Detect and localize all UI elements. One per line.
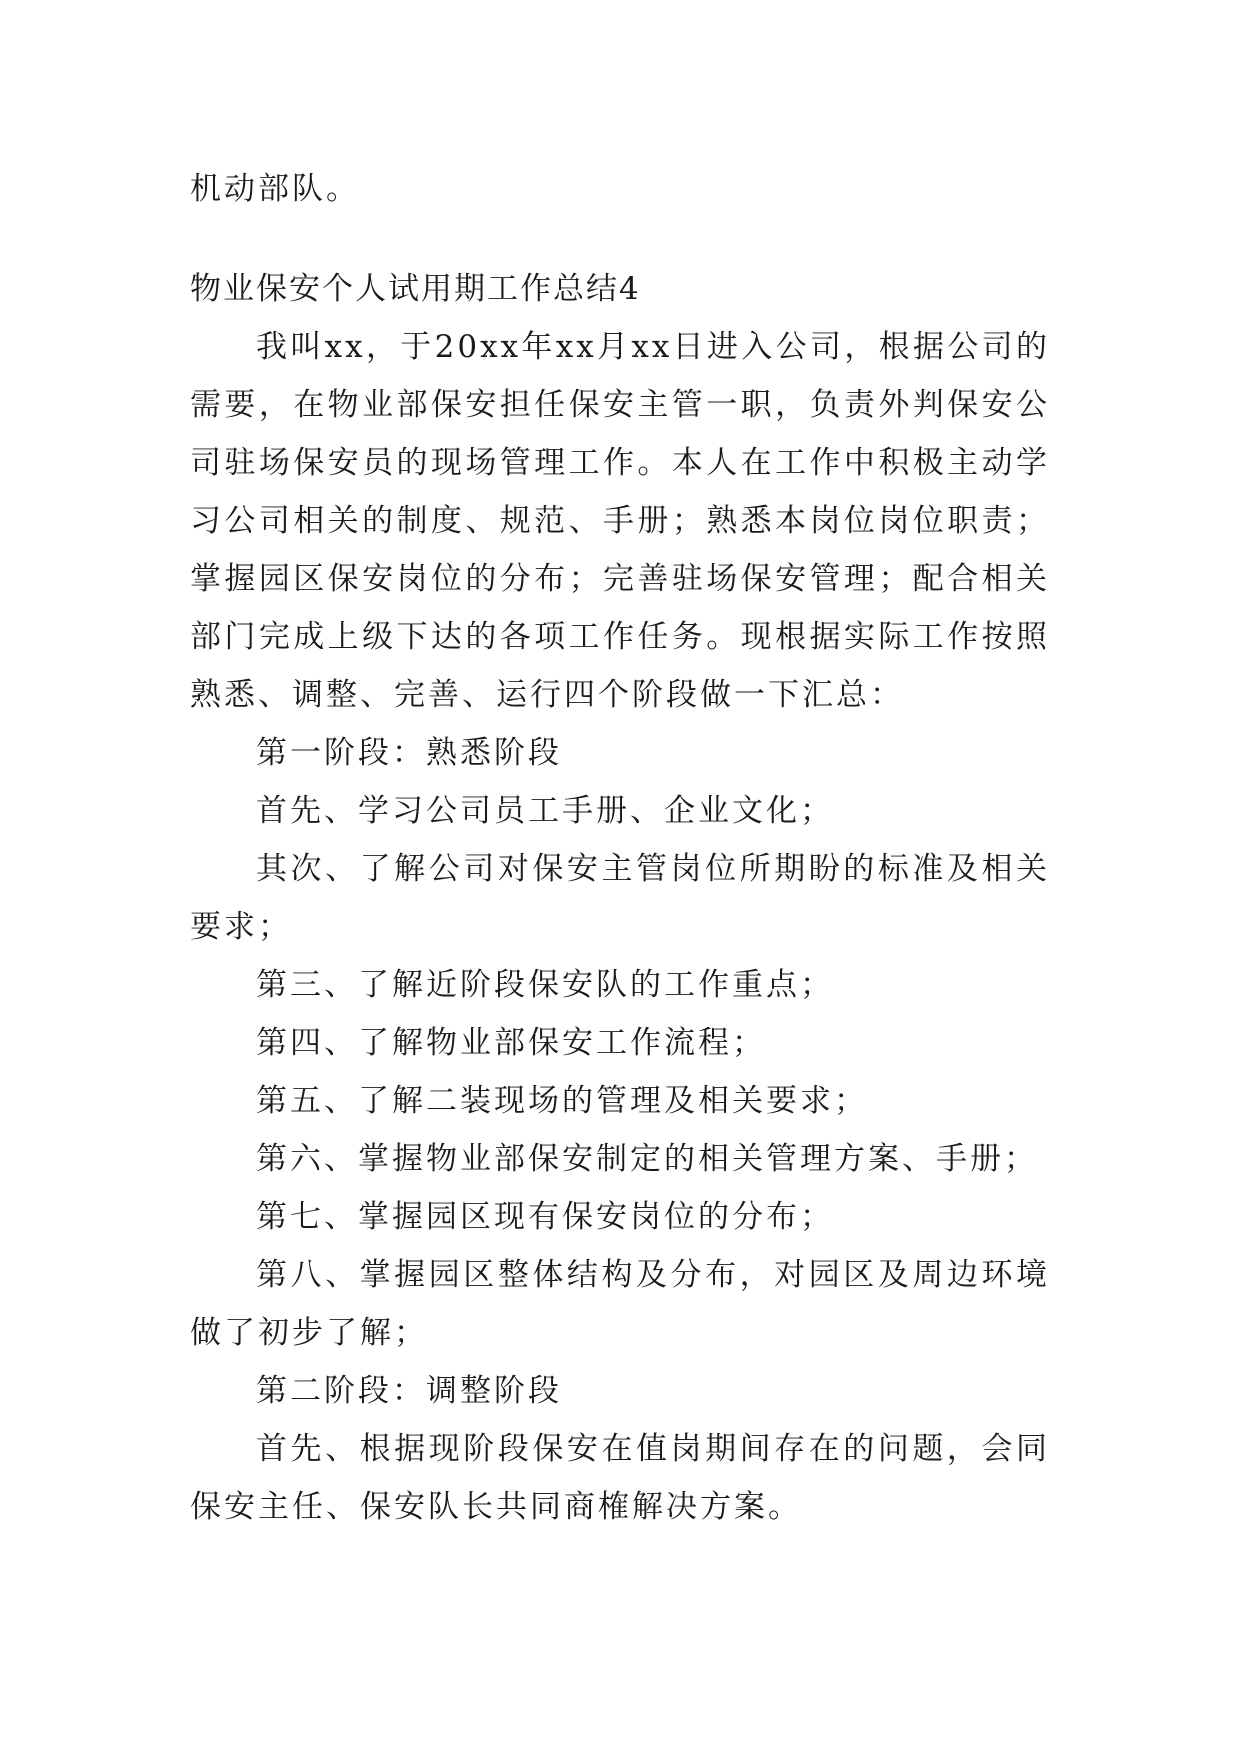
paragraph-item: 第七、掌握园区现有保安岗位的分布； xyxy=(256,1199,834,1235)
paragraph-item: 首先、学习公司员工手册、企业文化； xyxy=(256,793,834,829)
paragraph-item: 其次、了解公司对保安主管岗位所期盼的标准及相关要求； xyxy=(190,851,1050,945)
section-title: 物业保安个人试用期工作总结4 xyxy=(190,271,641,307)
paragraph-item: 第五、了解二装现场的管理及相关要求； xyxy=(256,1083,868,1119)
paragraph-item: 第六、掌握物业部保安制定的相关管理方案、手册； xyxy=(256,1141,1038,1177)
paragraph-stage-two-heading: 第二阶段：调整阶段 xyxy=(256,1373,562,1409)
document-body xyxy=(190,160,1050,1536)
continuation-text: 机动部队。 xyxy=(190,171,360,207)
section-gap xyxy=(190,218,1050,260)
paragraph-item: 第八、掌握园区整体结构及分布，对园区及周边环境做了初步了解； xyxy=(190,1257,1050,1351)
paragraph-item: 首先、根据现阶段保安在值岗期间存在的问题，会同保安主任、保安队长共同商榷解决方案。 xyxy=(190,1431,1050,1525)
paragraph-intro: 我叫xx，于20xx年xx月xx日进入公司，根据公司的需要，在物业部保安担任保安主管一职，负责外判保安公司驻场保安员的现场管理工作。本人在工作中积极主动学习公司相关的制度、规范、手册；熟悉本岗位岗位职责；掌握园区保安岗位的分布；完善驻场保安管理；配合相关部门完成上级下达的各项工作任务。现根据实际工作按照熟悉、调整、完善、运行四个阶段做一下汇总： xyxy=(190,329,1050,713)
paragraph-stage-one-heading: 第一阶段：熟悉阶段 xyxy=(256,735,562,771)
paragraph-item: 第四、了解物业部保安工作流程； xyxy=(256,1025,766,1061)
paragraph-item: 第三、了解近阶段保安队的工作重点； xyxy=(256,967,834,1003)
